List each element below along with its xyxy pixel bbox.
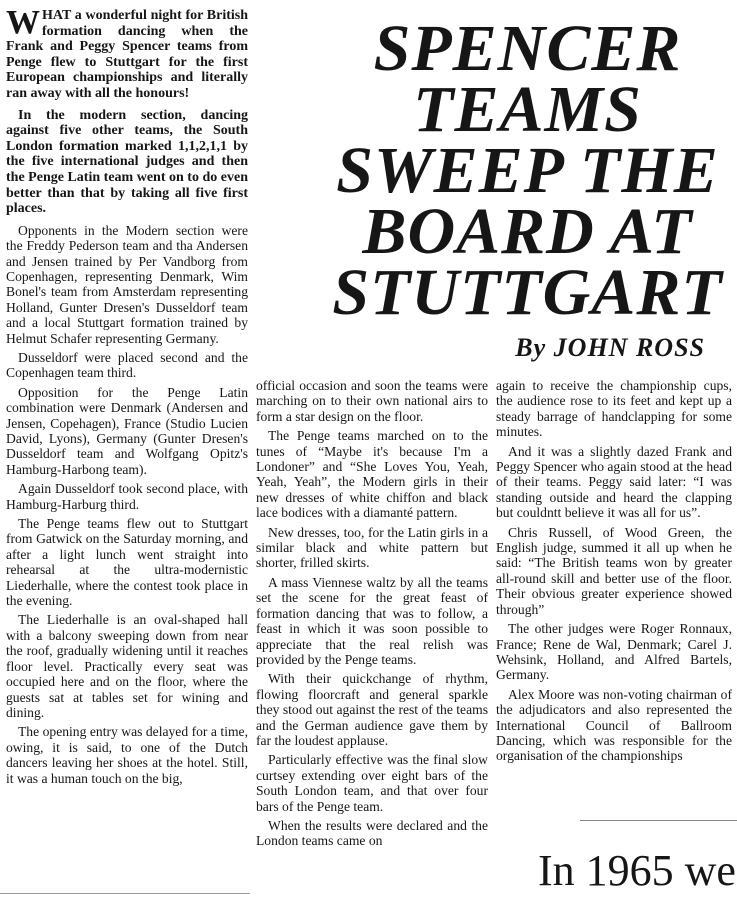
paragraph: Dusseldorf were placed second and the Copenhagen team third. xyxy=(6,349,248,381)
paragraph: Again Dusseldorf took second place, with Hamburg-Harburg third. xyxy=(6,481,248,512)
paragraph: The other judges were Roger Ronnaux, France; Rene de Wal, Denmark; Carel J. Wehsink, Holland, and Alfred Bartels, Germany. xyxy=(496,621,732,683)
headline xyxy=(318,12,737,329)
paragraph: Particularly effective was the final slow curtsey extending over eight bars of the South London team, and that over four bars of the Penge team. xyxy=(256,752,488,814)
paragraph: When the results were declared and the London teams came on xyxy=(256,817,488,849)
column-rule xyxy=(0,893,250,894)
column-rule xyxy=(580,820,737,821)
headline-line: STUTTGART xyxy=(332,256,723,329)
paragraph: The Liederhalle is an oval-shaped hall with a balcony sweeping down from near the roof, gradually widening until it reaches floor level. Practically every seat was occupied here and on the floor, where the guests sat at tables set for wining and dining. xyxy=(6,612,248,720)
paragraph: And it was a slightly dazed Frank and Peggy Spencer who again stood at the head of their teams. Peggy said later: “I was standing outside and heard the clapping but couldntt believe it was all for us”. xyxy=(496,443,732,521)
headline-line: BOARD AT xyxy=(362,195,693,268)
article-column-1 xyxy=(6,4,248,790)
paragraph: The opening entry was delayed for a time, owing, it is said, to one of the Dutch dancers leaving her shoes at the hotel. Still, it was a human touch on the big, xyxy=(6,724,248,786)
drop-cap: W xyxy=(6,4,40,41)
paragraph: The Penge teams marched on to the tunes of “Maybe it's because I'm a Londoner” and “She Loves You, Yeah, Yeah, Yeah”, the Modern girls in their new dresses of white chiffon and black lace bodices with a diamanté pattern. xyxy=(256,428,488,521)
article-lead xyxy=(6,4,248,217)
article-column-2 xyxy=(256,378,488,853)
lead-paragraph-1 xyxy=(6,4,248,102)
article-column-3 xyxy=(496,378,732,768)
paragraph: Alex Moore was non-voting chairman of the adjudicators and also represented the International Council of Ballroom Dancing, which was responsible for the organisation of the championships xyxy=(496,686,732,764)
headline-line: TEAMS xyxy=(413,73,642,146)
lead-text: HAT a wonderful night for British formation dancing when the Frank and Peggy Spencer teams from Penge flew to Stuttgart for the first European championships and literally ran away with all the honours! xyxy=(6,8,248,101)
next-article-teaser: In 1965 we xyxy=(538,846,736,895)
paragraph: official occasion and soon the teams were marching on to their own national airs to form a star design on the floor. xyxy=(256,378,488,424)
paragraph: A mass Viennese waltz by all the teams set the scene for the great feast of formation dancing that was to follow, a feast in which it was soon possible to appreciate that the real relish was provided by the Penge teams. xyxy=(256,574,488,667)
paragraph: again to receive the championship cups, the audience rose to its feet and kept up a steady barrage of handclapping for some minutes. xyxy=(496,378,732,440)
paragraph: Chris Russell, of Wood Green, the English judge, summed it all up when he said: “The British teams won by greater all-round skill and better use of the floor. Their obvious greater experience showed through” xyxy=(496,524,732,617)
paragraph: With their quickchange of rhythm, flowing floorcraft and general sparkle they stood out against the rest of the teams and the German audience gave them by far the loudest applause. xyxy=(256,671,488,748)
lead-paragraph-2: In the modern section, dancing against five other teams, the South London formation marked 1,1,2,1,1 by the five international judges and then the Penge Latin team went on to do even better than that by taking all five first places. xyxy=(6,107,248,217)
headline-line: SWEEP THE xyxy=(336,134,719,207)
paragraph: New dresses, too, for the Latin girls in a similar black and white pattern but shorter, frilled skirts. xyxy=(256,524,488,571)
paragraph: Opponents in the Modern section were the Freddy Pederson team and tha Andersen and Jensen trained by Per Vandborg from Copenhagen, representing Denmark, Wim Bonel's team from Amsterdam representing Holland, Gunter Dresen's Dusseldorf team and a local Stuttgart formation trained by Helmut Schafer representing Germany. xyxy=(6,222,248,346)
byline: By JOHN ROSS xyxy=(515,333,705,362)
paragraph: The Penge teams flew out to Stuttgart from Gatwick on the Saturday morning, and after a light lunch went straight into rehearsal at the ultra-modernistic Liederhalle, where the contest took place in the evening. xyxy=(6,516,248,609)
headline-line: SPENCER xyxy=(373,12,682,85)
paragraph: Opposition for the Penge Latin combination were Denmark (Andersen and Jensen, Copehagen), France (Studio Lucien David, Lyons), Germany (Gunter Dresen's Dusseldorf team and Wolfgang Opitz's Hamburg-Harbong team). xyxy=(6,384,248,477)
